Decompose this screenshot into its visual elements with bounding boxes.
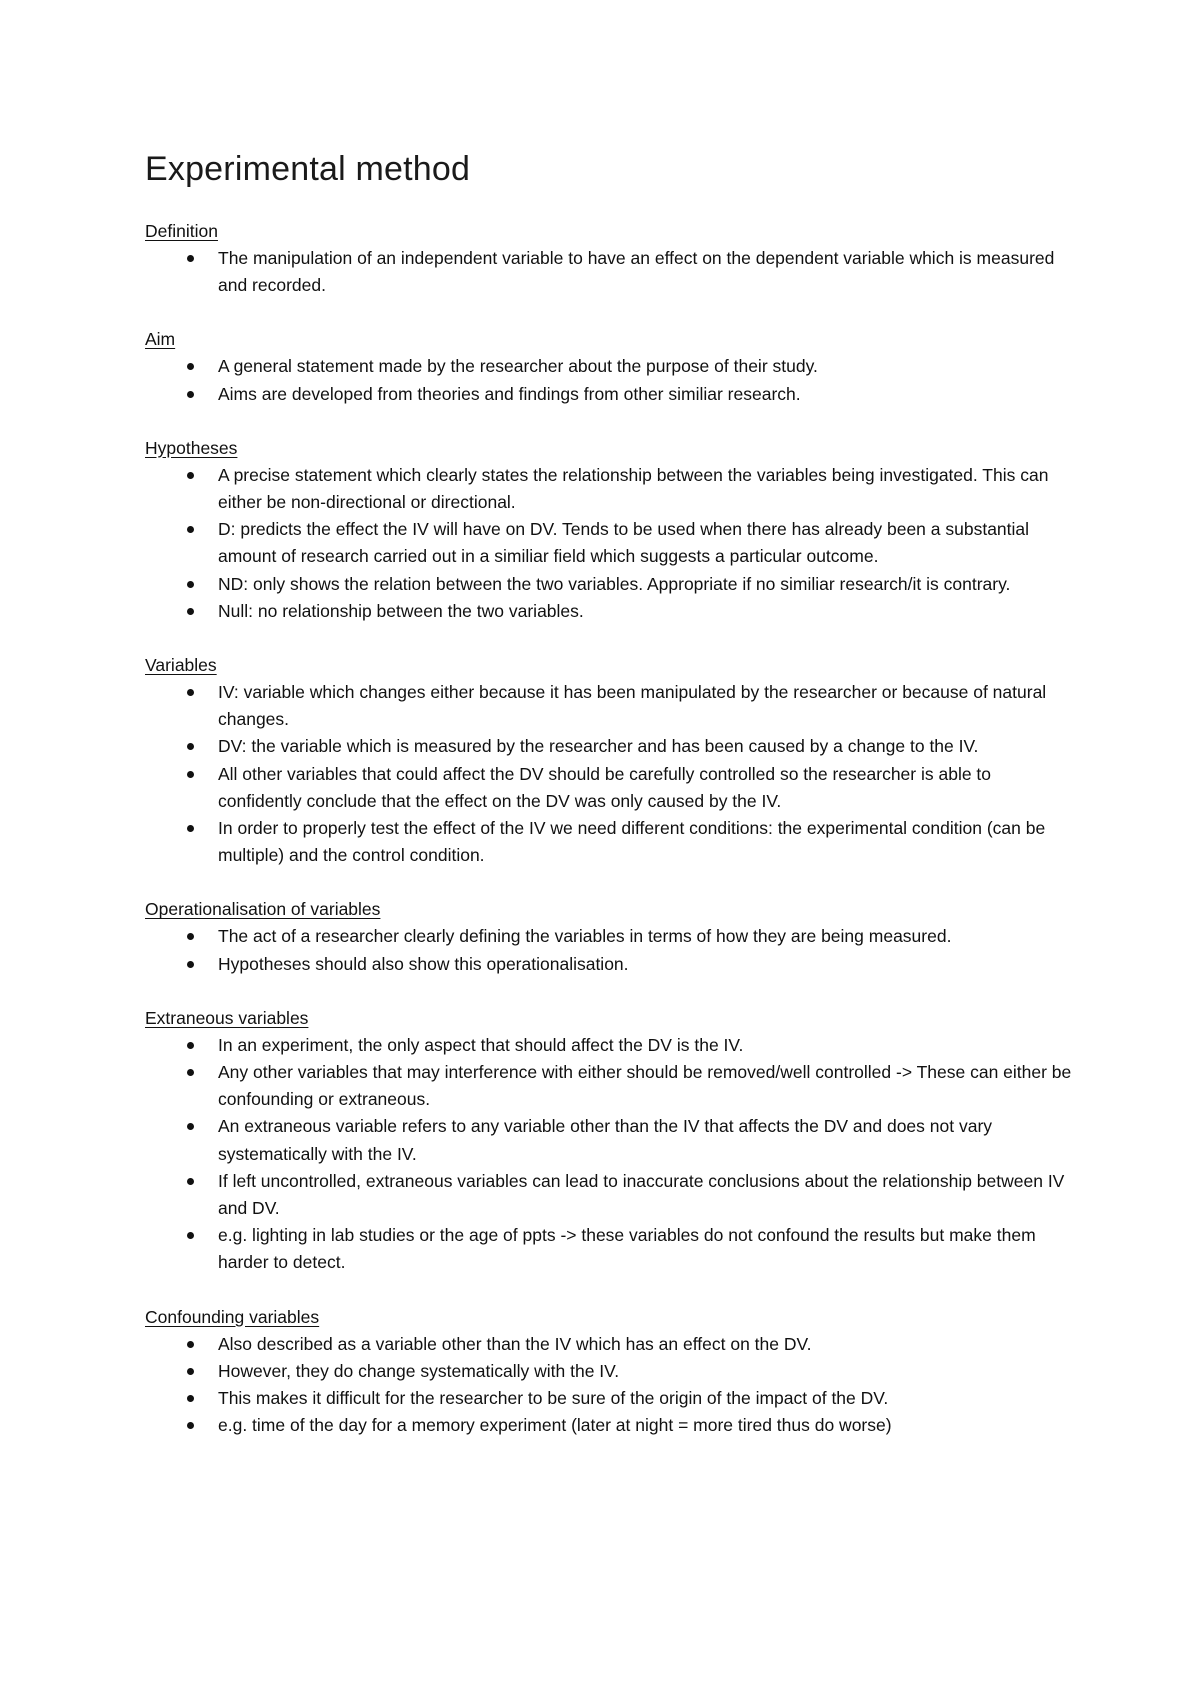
bullet-icon	[187, 1232, 194, 1239]
bullet-icon	[187, 608, 194, 615]
section-aim	[145, 326, 1075, 407]
list-item	[145, 733, 1075, 760]
bullet-icon	[187, 1123, 194, 1130]
list-item	[145, 462, 1075, 516]
list-item-text: Any other variables that may interference with either should be removed/well controlled -> These can either be confounding or extraneous.	[218, 1062, 1072, 1110]
list-item-text: Also described as a variable other than the IV which has an effect on the DV.	[218, 1333, 812, 1354]
list-item	[145, 951, 1075, 978]
bullet-list	[145, 245, 1075, 299]
list-item	[145, 679, 1075, 733]
list-item-text: This makes it difficult for the researcher to be sure of the origin of the impact of the DV.	[218, 1388, 889, 1409]
section-heading: Operationalisation of variables	[145, 899, 381, 920]
section-operationalisation	[145, 896, 1075, 977]
list-item-text: The manipulation of an independent variable to have an effect on the dependent variable which is measured and recorded.	[218, 248, 1055, 296]
section-heading: Confounding variables	[145, 1306, 320, 1327]
bullet-icon	[187, 961, 194, 968]
bullet-icon	[187, 689, 194, 696]
bullet-icon	[187, 1042, 194, 1049]
list-item-text: Aims are developed from theories and findings from other similiar research.	[218, 383, 801, 404]
section-heading: Variables	[145, 655, 217, 676]
section-heading: Definition	[145, 221, 218, 241]
section-extraneous-variables	[145, 1005, 1075, 1277]
list-item	[145, 1032, 1075, 1059]
bullet-icon	[187, 526, 194, 533]
list-item	[145, 245, 1075, 299]
list-item	[145, 1331, 1075, 1358]
bullet-icon	[187, 1422, 194, 1429]
section-variables	[145, 652, 1075, 869]
section-heading: Hypotheses	[145, 437, 238, 458]
list-item-text: A precise statement which clearly states the relationship between the variables being investigated. This can either be non-directional or directional.	[218, 464, 1049, 513]
bullet-icon	[187, 1341, 194, 1348]
list-item-text: Hypotheses should also show this operationalisation.	[218, 953, 629, 974]
bullet-icon	[187, 771, 194, 778]
section-heading: Extraneous variables	[145, 1007, 309, 1028]
bullet-list	[145, 679, 1075, 869]
bullet-icon	[187, 1368, 194, 1375]
list-item-text: If left uncontrolled, extraneous variables can lead to inaccurate conclusions about the relationship between IV and DV.	[218, 1170, 1065, 1219]
document-body	[145, 218, 1075, 1467]
list-item	[145, 1358, 1075, 1385]
bullet-icon	[187, 472, 194, 479]
bullet-icon	[187, 1395, 194, 1402]
bullet-list	[145, 462, 1075, 625]
list-item-text: An extraneous variable refers to any variable other than the IV that affects the DV and does not vary systematically with the IV.	[218, 1116, 993, 1164]
section-confounding-variables	[145, 1304, 1075, 1440]
bullet-icon	[187, 933, 194, 940]
list-item-text: However, they do change systematically with the IV.	[218, 1360, 620, 1381]
bullet-icon	[187, 1178, 194, 1185]
list-item	[145, 815, 1075, 869]
bullet-icon	[187, 743, 194, 750]
list-item	[145, 923, 1075, 950]
page-title: Experimental method	[145, 150, 471, 188]
list-item-text: ND: only shows the relation between the two variables. Appropriate if no similiar research/it is contrary.	[218, 573, 1011, 594]
section-hypotheses	[145, 435, 1075, 625]
list-item	[145, 381, 1075, 408]
list-item	[145, 761, 1075, 815]
list-item-text: The act of a researcher clearly defining the variables in terms of how they are being measured.	[218, 926, 952, 947]
list-item-text: DV: the variable which is measured by the researcher and has been caused by a change to the IV.	[218, 736, 979, 757]
bullet-icon	[187, 255, 194, 262]
list-item-text: In an experiment, the only aspect that should affect the DV is the IV.	[218, 1034, 744, 1055]
list-item-text: A general statement made by the researcher about the purpose of their study.	[218, 356, 818, 377]
list-item-text: All other variables that could affect the DV should be carefully controlled so the researcher is able to confidently conclude that the effect on the DV was only caused by the IV.	[218, 763, 992, 811]
bullet-list	[145, 923, 1075, 977]
list-item	[145, 1059, 1075, 1113]
bullet-list	[145, 1032, 1075, 1277]
list-item	[145, 1412, 1075, 1439]
bullet-list	[145, 353, 1075, 407]
bullet-icon	[187, 1069, 194, 1076]
section-heading: Aim	[145, 329, 176, 350]
list-item	[145, 353, 1075, 380]
list-item-text: D: predicts the effect the IV will have on DV. Tends to be used when there has already been a substantial amount of research carried out in a similiar field which suggests a particular outcome.	[218, 519, 1030, 567]
bullet-icon	[187, 825, 194, 832]
bullet-icon	[187, 363, 194, 370]
list-item	[145, 1168, 1075, 1222]
list-item-text: e.g. time of the day for a memory experiment (later at night = more tired thus do worse)	[218, 1415, 892, 1436]
list-item-text: Null: no relationship between the two variables.	[218, 600, 584, 621]
bullet-icon	[187, 581, 194, 588]
list-item	[145, 1222, 1075, 1276]
list-item-text: e.g. lighting in lab studies or the age of ppts -> these variables do not confound the results but make them harder to detect.	[218, 1225, 1036, 1273]
list-item	[145, 571, 1075, 598]
list-item	[145, 1385, 1075, 1412]
list-item	[145, 516, 1075, 570]
list-item-text: IV: variable which changes either because it has been manipulated by the researcher or because of natural changes.	[218, 682, 1047, 730]
bullet-icon	[187, 391, 194, 398]
list-item	[145, 598, 1075, 625]
list-item-text: In order to properly test the effect of the IV we need different conditions: the experimental condition (can be multiple) and the control condition.	[218, 818, 1046, 866]
section-definition	[145, 218, 1075, 299]
list-item	[145, 1113, 1075, 1167]
bullet-list	[145, 1331, 1075, 1440]
